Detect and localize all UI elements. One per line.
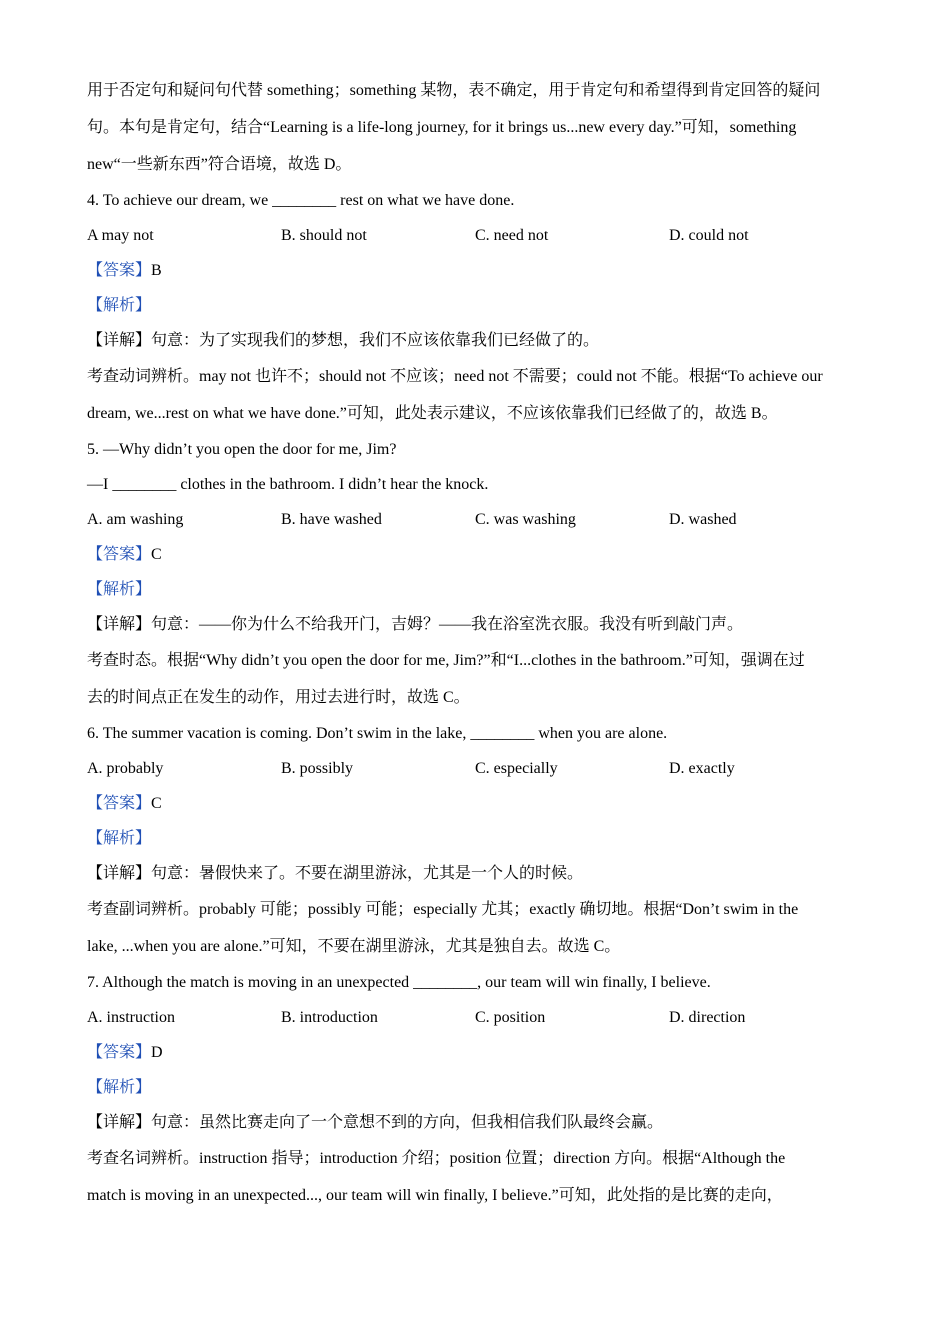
detail-tag: 【详解】 [87,865,152,882]
analysis-tag: 【解析】 [87,297,152,314]
explain-line: 考查名词辨析。instruction 指导；introduction 介绍；position 位置；direction 方向。根据“Although the [87,1150,786,1167]
option-c: C. need not [475,227,549,244]
question-stem: 7. Although the match is moving in an unexpected ________, our team will win finally, I believe. [87,974,711,991]
question-stem: 6. The summer vacation is coming. Don’t swim in the lake, ________ when you are alone. [87,725,668,742]
explain-line: 考查动词辨析。may not 也许不；should not 不应该；need not 不需要；could not 不能。根据“To achieve our [87,368,823,385]
intro-line: new“一些新东西”符合语境，故选 D。 [87,156,352,173]
question-4 [87,183,867,432]
detail-tag: 【详解】 [87,616,152,633]
explain-line: lake, ...when you are alone.”可知，不要在湖里游泳，尤其是独自去。故选 C。 [87,938,621,955]
question-stem: 4. To achieve our dream, we ________ rest on what we have done. [87,192,515,209]
explain-line: 考查时态。根据“Why didn’t you open the door for me, Jim?”和“I...clothes in the bathroom.”可知，强调在过 [87,652,805,669]
option-c: C. especially [475,760,558,777]
answer-tag: 【答案】 [87,546,152,563]
answer-line [87,253,867,288]
option-d: D. exactly [669,760,735,777]
detail-text: 句意：为了实现我们的梦想，我们不应该依靠我们已经做了的。 [151,332,600,349]
answer-line [87,537,867,572]
answer-value: C [151,795,162,812]
options-row [87,751,867,786]
detail-text: 句意：虽然比赛走向了一个意想不到的方向，但我相信我们队最终会赢。 [151,1114,664,1131]
detail-line [87,1105,867,1140]
explain-line: 考查副词辨析。probably 可能；possibly 可能；especially 尤其；exactly 确切地。根据“Don’t swim in the [87,901,799,918]
answer-value: D [151,1044,163,1061]
detail-line [87,323,867,358]
option-a: A may not [87,227,154,244]
analysis-line [87,1070,867,1105]
explain-line: 去的时间点正在发生的动作，用过去进行时，故选 C。 [87,689,470,706]
option-a: A. am washing [87,511,184,528]
document-page [87,72,867,1214]
answer-value: B [151,262,162,279]
intro-line: 用于否定句和疑问句代替 something；something 某物，表不确定，用于肯定句和希望得到肯定回答的疑问 [87,82,821,99]
options-row [87,502,867,537]
option-a: A. probably [87,760,164,777]
detail-text: 句意：——你为什么不给我开门，吉姆？——我在浴室洗衣服。我没有听到敲门声。 [151,616,744,633]
intro-line: 句。本句是肯定句，结合“Learning is a life-long journey, for it brings us...new every day.”可知，something [87,119,797,136]
answer-tag: 【答案】 [87,262,152,279]
question-5 [87,432,867,716]
explain-line: dream, we...rest on what we have done.”可知，此处表示建议，不应该依靠我们已经做了的，故选 B。 [87,405,778,422]
analysis-line [87,821,867,856]
question-stem: 5. —Why didn’t you open the door for me, Jim? [87,441,397,458]
detail-tag: 【详解】 [87,332,152,349]
answer-tag: 【答案】 [87,1044,152,1061]
answer-line [87,786,867,821]
question-6 [87,716,867,965]
explain-line: match is moving in an unexpected..., our team will win finally, I believe.”可知，此处指的是比赛的走向， [87,1187,783,1204]
option-c: C. position [475,1009,546,1026]
option-b: B. introduction [281,1009,378,1026]
analysis-line [87,288,867,323]
option-d: D. direction [669,1009,746,1026]
analysis-tag: 【解析】 [87,1079,152,1096]
option-b: B. should not [281,227,367,244]
question-stem: —I ________ clothes in the bathroom. I didn’t hear the knock. [87,476,489,493]
answer-line [87,1035,867,1070]
detail-text: 句意：暑假快来了。不要在湖里游泳，尤其是一个人的时候。 [151,865,584,882]
option-d: D. could not [669,227,749,244]
analysis-line [87,572,867,607]
detail-line [87,856,867,891]
answer-tag: 【答案】 [87,795,152,812]
question-7 [87,965,867,1214]
analysis-tag: 【解析】 [87,581,152,598]
option-b: B. possibly [281,760,354,777]
answer-value: C [151,546,162,563]
detail-tag: 【详解】 [87,1114,152,1131]
analysis-tag: 【解析】 [87,830,152,847]
option-b: B. have washed [281,511,382,528]
option-c: C. was washing [475,511,576,528]
detail-line [87,607,867,642]
options-row [87,1000,867,1035]
option-d: D. washed [669,511,737,528]
option-a: A. instruction [87,1009,175,1026]
options-row [87,218,867,253]
